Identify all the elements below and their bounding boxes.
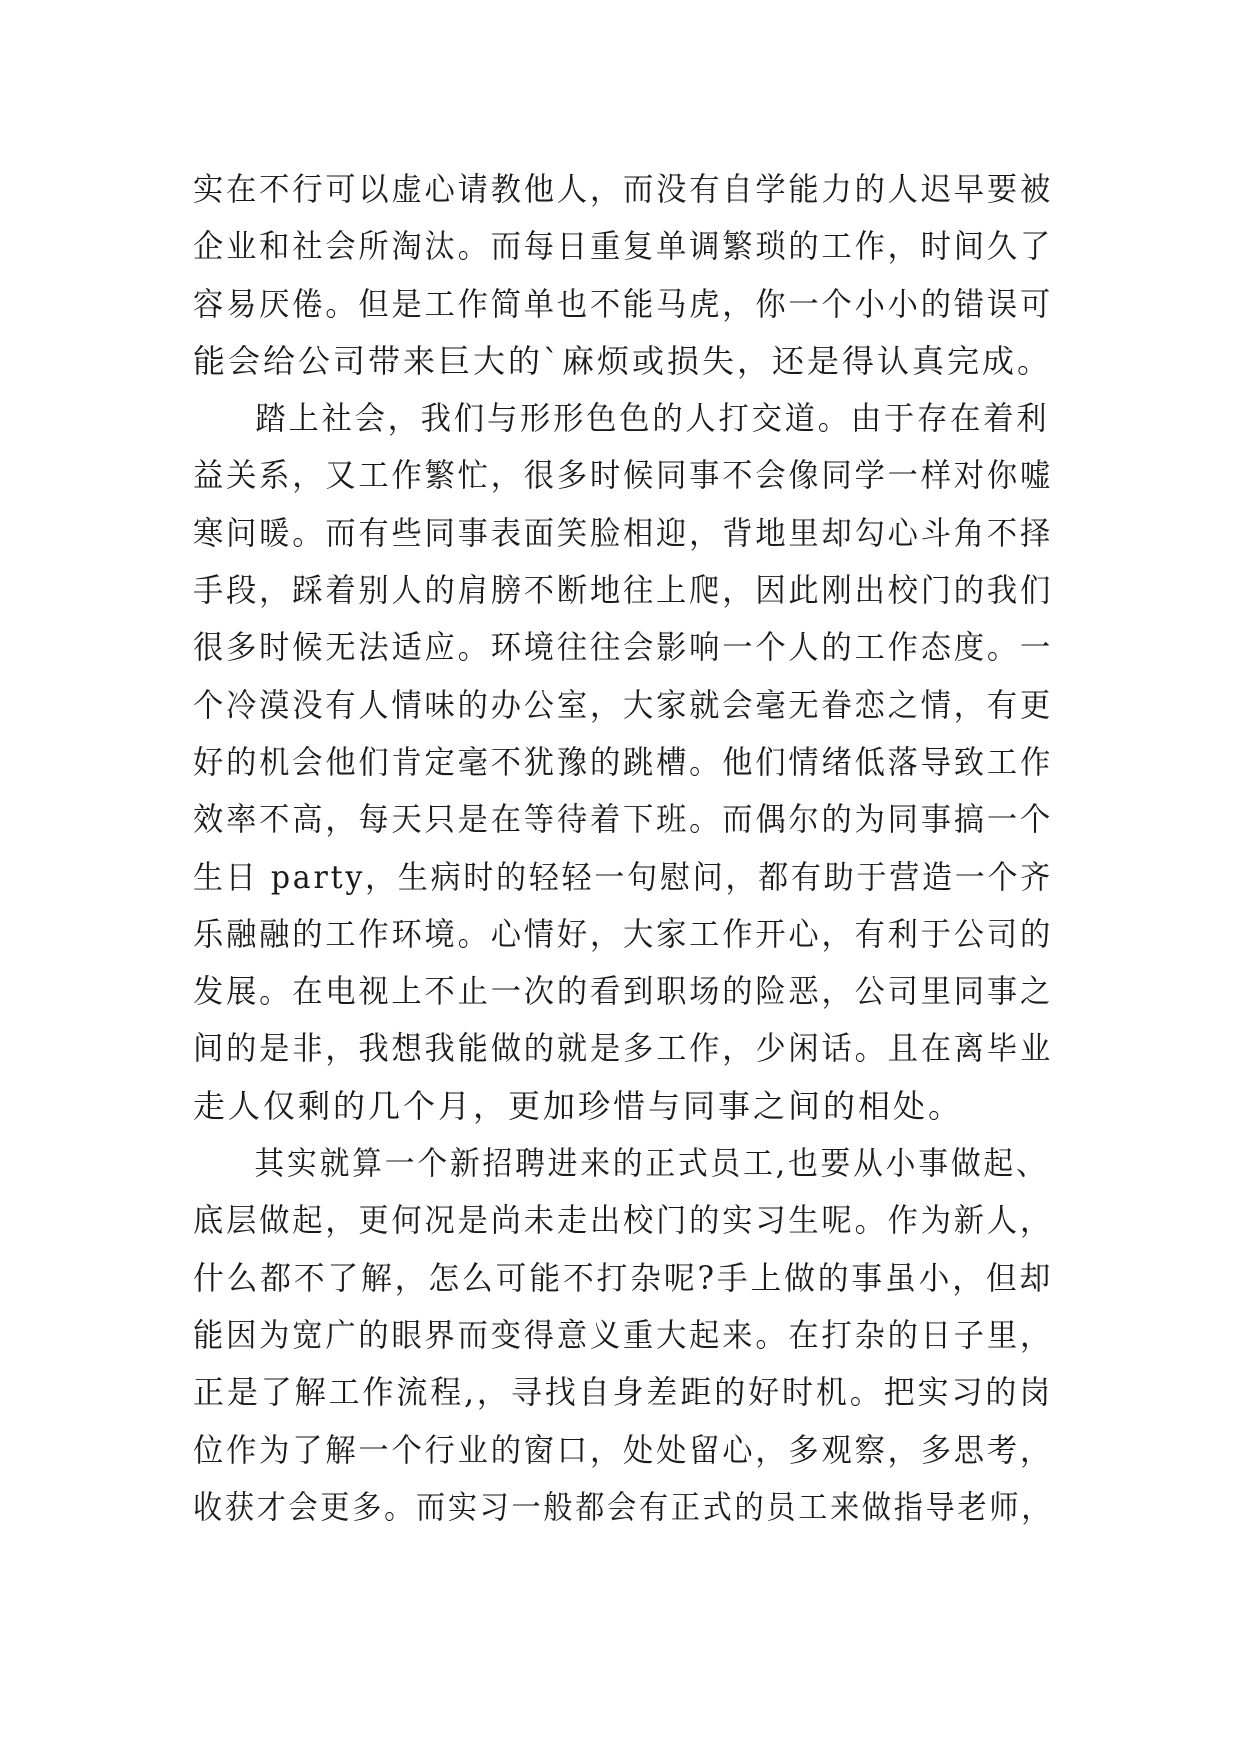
text-line: 间的是非，我想我能做的就是多工作，少闲话。且在离毕业 [193,1029,1054,1068]
text-line: 益关系，又工作繁忙，很多时候同事不会像同学一样对你嘘 [193,456,1054,495]
text-line: 其实就算一个新招聘进来的正式员工,也要从小事做起、 [254,1144,1049,1183]
text-line: 什么都不了解，怎么可能不打杂呢?手上做的事虽小，但却 [193,1258,1054,1297]
text-line: 位作为了解一个行业的窗口，处处留心，多观察，多思考， [193,1430,1054,1469]
body-text [193,161,1053,1536]
text-line: 生日 party，生病时的轻轻一句慰问，都有助于营造一个齐 [193,857,1053,896]
text-line: 好的机会他们肯定毫不犹豫的跳槽。他们情绪低落导致工作 [193,742,1054,781]
text-line: 效率不高，每天只是在等待着下班。而偶尔的为同事搞一个 [193,800,1054,839]
text-line: 能因为宽广的眼界而变得意义重大起来。在打杂的日子里， [193,1315,1054,1354]
text-line: 正是了解工作流程,，寻找自身差距的好时机。把实习的岗 [193,1373,1054,1412]
text-line: 实在不行可以虚心请教他人，而没有自学能力的人迟早要被 [193,170,1054,208]
text-line: 走人仅剩的几个月，更加珍惜与同事之间的相处。 [193,1086,964,1125]
text-line: 容易厌倦。但是工作简单也不能马虎，你一个小小的错误可 [193,284,1054,323]
text-line: 乐融融的工作环境。心情好，大家工作开心，有利于公司的 [193,914,1054,953]
text-line: 底层做起，更何况是尚未走出校门的实习生呢。作为新人， [193,1201,1054,1240]
text-line: 寒问暖。而有些同事表面笑脸相迎，背地里却勾心斗角不择 [193,513,1054,552]
text-line: 收获才会更多。而实习一般都会有正式的员工来做指导老师， [193,1487,1054,1526]
text-line: 发展。在电视上不止一次的看到职场的险恶，公司里同事之 [193,972,1054,1011]
text-line: 很多时候无法适应。环境往往会影响一个人的工作态度。一 [193,628,1054,667]
text-line: 个冷漠没有人情味的办公室，大家就会毫无眷恋之情，有更 [193,685,1054,724]
text-line: 企业和社会所淘汰。而每日重复单调繁琐的工作，时间久了 [193,227,1054,266]
text-line: 能会给公司带来巨大的`麻烦或损失，还是得认真完成。 [193,341,1053,380]
text-line: 手段，踩着别人的肩膀不断地往上爬，因此刚出校门的我们 [193,571,1054,610]
text-line: 踏上社会，我们与形形色色的人打交道。由于存在着利 [255,399,1050,438]
